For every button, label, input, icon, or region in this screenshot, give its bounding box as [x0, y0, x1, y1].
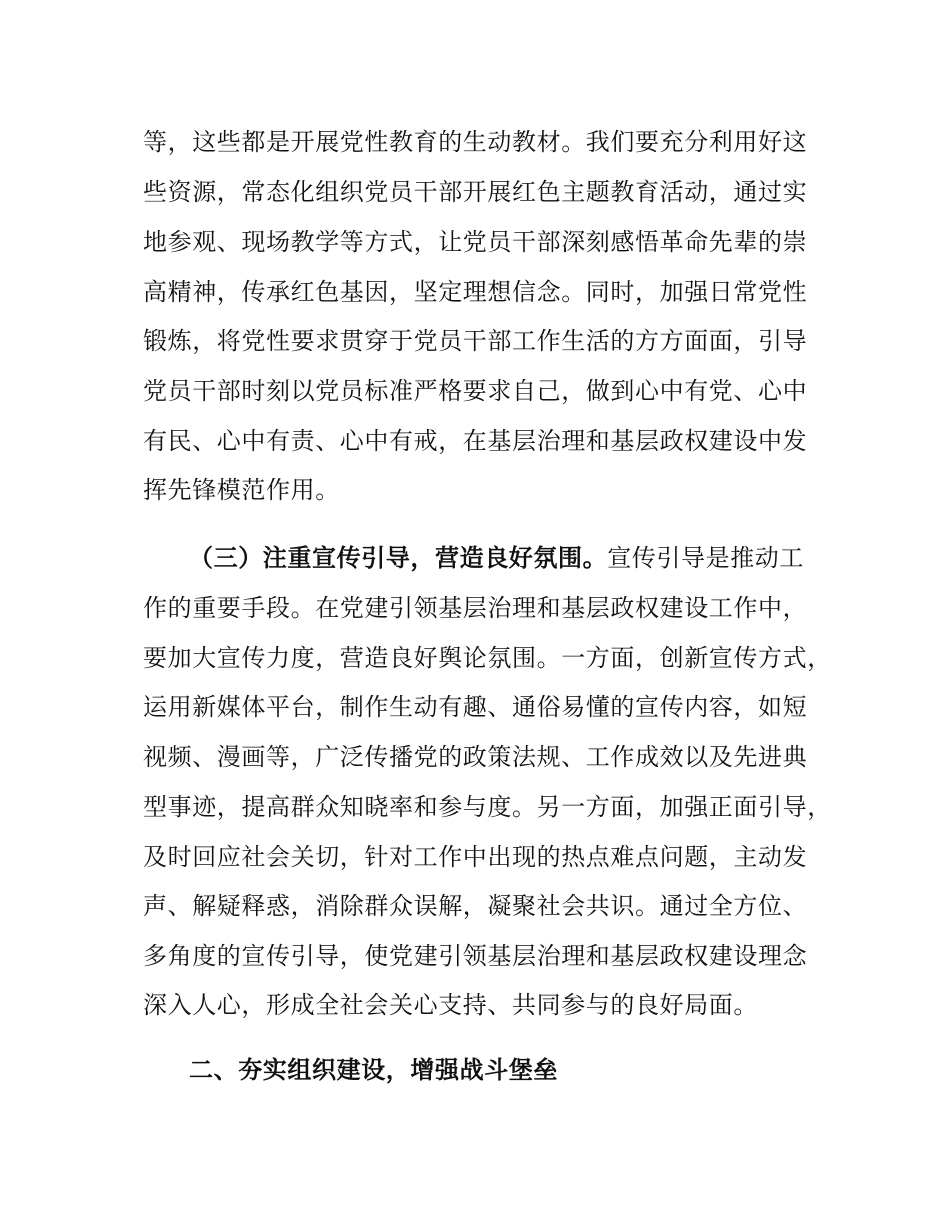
paragraph-line: 高精神，传承红色基因，坚定理想信念。同时，加强日常党性 — [143, 278, 808, 306]
paragraph-line: 要加大宣传力度，营造良好舆论氛围。一方面，创新宣传方式， — [143, 644, 832, 672]
paragraph-line: 挥先锋模范作用。 — [143, 476, 340, 504]
paragraph-line: 声、解疑释惑，消除群众误解，凝聚社会共识。通过全方位、 — [143, 892, 808, 920]
paragraph-line: 等，这些都是开展党性教育的生动教材。我们要充分利用好这 — [143, 128, 808, 156]
paragraph-line: 有民、心中有责、心中有戒，在基层治理和基层政权建设中发 — [143, 427, 808, 455]
paragraph-line: 锻炼，将党性要求贯穿于党员干部工作生活的方方面面，引导 — [143, 327, 808, 355]
paragraph-line: 及时回应社会关切，针对工作中出现的热点难点问题，主动发 — [143, 843, 808, 871]
paragraph-line: 党员干部时刻以党员标准严格要求自己，做到心中有党、心中 — [143, 377, 808, 405]
paragraph-line: 深入人心，形成全社会关心支持、共同参与的良好局面。 — [143, 991, 758, 1019]
section-heading: 二、夯实组织建设，增强战斗堡垒 — [189, 1056, 558, 1084]
paragraph-line: 型事迹，提高群众知晓率和参与度。另一方面，加强正面引导， — [143, 793, 832, 821]
paragraph-line: 多角度的宣传引导，使党建引领基层治理和基层政权建设理念 — [143, 942, 808, 970]
paragraph-text: 宣传引导是推动工 — [607, 544, 805, 572]
paragraph-line: 地参观、现场教学等方式，让党员干部深刻感悟革命先辈的崇 — [143, 228, 808, 256]
paragraph-line: 作的重要手段。在党建引领基层治理和基层政权建设工作中， — [143, 594, 808, 622]
paragraph-first-line — [189, 543, 804, 573]
paragraph-line: 视频、漫画等，广泛传播党的政策法规、工作成效以及先进典 — [143, 743, 808, 771]
paragraph-line: 些资源，常态化组织党员干部开展红色主题教育活动，通过实 — [143, 178, 808, 206]
paragraph-line: 运用新媒体平台，制作生动有趣、通俗易懂的宣传内容，如短 — [143, 693, 808, 721]
subsection-title: （三）注重宣传引导，营造良好氛围。 — [189, 544, 608, 572]
